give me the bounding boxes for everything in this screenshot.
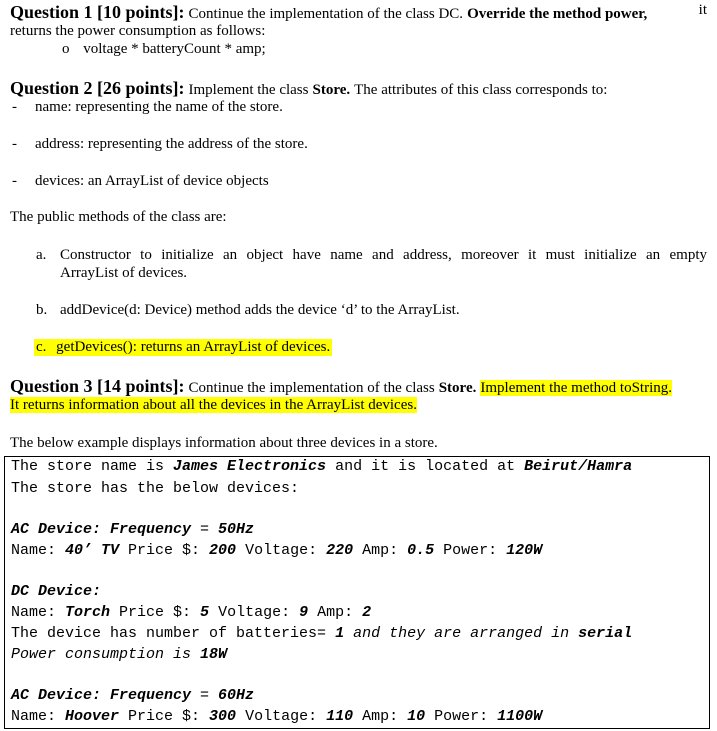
ex-ac2-freq: 60Hz [218,687,255,704]
q1-formula: voltage * batteryCount * amp; [83,41,266,57]
q2-line1 [10,78,607,99]
ex-label: Power: [434,542,507,559]
ex-store-location: Beirut/Hamra [524,458,633,475]
q2-methods-heading: The public methods of the class are: [10,209,227,225]
ex-ac2-amp: 10 [407,708,426,725]
ex-dc-voltage: 9 [299,604,309,621]
q2-method-a-line1 [60,247,707,264]
q2-method-b-label: b. [36,302,48,318]
ex-label: Amp: [308,604,363,621]
ex-ac1-power: 120W [506,542,543,559]
ex-ac1-name: 40’ TV [65,542,120,559]
ex-dc-batteries [11,625,632,642]
ex-dc-consumption [11,646,227,663]
ex-ac2-price: 300 [209,708,237,725]
ex-ac2-name: Hoover [65,708,120,725]
ex-dc-header [11,583,101,600]
dash: - [12,99,17,115]
q2-method-c [34,339,332,356]
ex-label: Amp: [353,708,408,725]
ex-ac2-voltage: 110 [326,708,354,725]
ex-dc-battery-count: 1 [335,625,345,642]
ex-store-name: James Electronics [173,458,327,475]
q3-class-name: Store. [438,380,477,396]
ex-dc-amp: 2 [362,604,372,621]
ex-ac1-head: AC Device: Frequency [11,521,192,538]
ex-text: The store name is [11,458,174,475]
q2-attr-name: name: representing the name of the store. [35,99,283,115]
ex-dc-consumption-value: 18W [200,646,228,663]
q2-class-name: Store. [312,82,351,98]
ex-label: Price $: [119,708,210,725]
ex-label: Price $: [119,542,210,559]
ex-ac2-header [11,687,254,704]
q1-bullet: o [62,41,70,57]
ex-text: The device has number of batteries= [11,625,336,642]
q2-method-a-line2: ArrayList of devices. [60,265,188,281]
ex-label: Voltage: [209,604,300,621]
ex-ac1-voltage: 220 [326,542,354,559]
q2-method-a-label: a. [36,247,47,263]
q2-attr-devices: devices: an ArrayList of device objects [35,173,269,189]
ex-label: Amp: [353,542,408,559]
q1-line1 [10,2,707,23]
q2-method-c-label: c. [36,339,47,355]
ex-dc-head: DC Device: [11,583,102,600]
q3-line1 [10,376,672,397]
q2-attr-address: address: representing the address of the store. [35,136,308,152]
ex-label: Name: [11,708,66,725]
q2-method-c-text: getDevices(): returns an ArrayList of devices. [56,339,331,355]
ex-ac1-price: 200 [209,542,237,559]
dash: - [12,136,17,152]
q1-line2: returns the power consumption as follows: [10,23,266,39]
ex-ac2-head: AC Device: Frequency [11,687,192,704]
ex-label: Price $: [110,604,201,621]
ex-text: and they are arranged in [344,625,579,642]
q3-highlight-2: It returns information about all the devices in the ArrayList devices. [10,397,417,413]
ex-eq: = [191,521,219,538]
ex-line-store-name [11,458,632,475]
ex-dc-arrangement: serial [578,625,633,642]
q2-method-b-text: addDevice(d: Device) method adds the device ‘d’ to the ArrayList. [60,302,460,318]
ex-label: Voltage: [236,708,327,725]
ex-dc-name: Torch [65,604,111,621]
q2-heading: Question 2 [26 points]: [10,78,185,98]
ex-dc-price: 5 [200,604,210,621]
ex-label: Power: [425,708,498,725]
ex-dc-details [11,604,371,621]
q1-bullet-row [62,41,266,58]
q1-bold: Override the method power, [467,6,648,22]
q3-line2 [10,397,417,414]
dash: - [12,173,17,189]
q1-heading: Question 1 [10 points]: [10,2,185,22]
q2-intro-tail: The attributes of this class corresponds to: [354,82,608,98]
ex-ac2-details [11,708,542,725]
ex-ac1-amp: 0.5 [407,542,435,559]
ex-ac2-power: 1100W [497,708,543,725]
q3-intro: Continue the implementation of the class [188,380,435,396]
q3-example-intro: The below example displays information about three devices in a store. [10,435,438,451]
q3-highlight-1: Implement the method toString. [480,380,672,396]
q2-method-a-text1: Constructor to initialize an object have name and address, moreover it must initialize an empty [60,247,707,263]
q3-heading: Question 3 [14 points]: [10,376,185,396]
ex-ac1-header [11,521,254,538]
ex-line-devices-header: The store has the below devices: [11,480,300,497]
ex-eq: = [191,687,219,704]
ex-label: Name: [11,542,66,559]
ex-ac1-freq: 50Hz [218,521,255,538]
ex-text: Power consumption is [11,646,201,663]
q1-tail: it [698,2,707,18]
ex-label: Name: [11,604,66,621]
ex-text: and it is located at [326,458,525,475]
ex-label: Voltage: [236,542,327,559]
q2-intro: Implement the class [188,82,309,98]
q1-intro: Continue the implementation of the class DC. [188,6,464,22]
ex-ac1-details [11,542,542,559]
